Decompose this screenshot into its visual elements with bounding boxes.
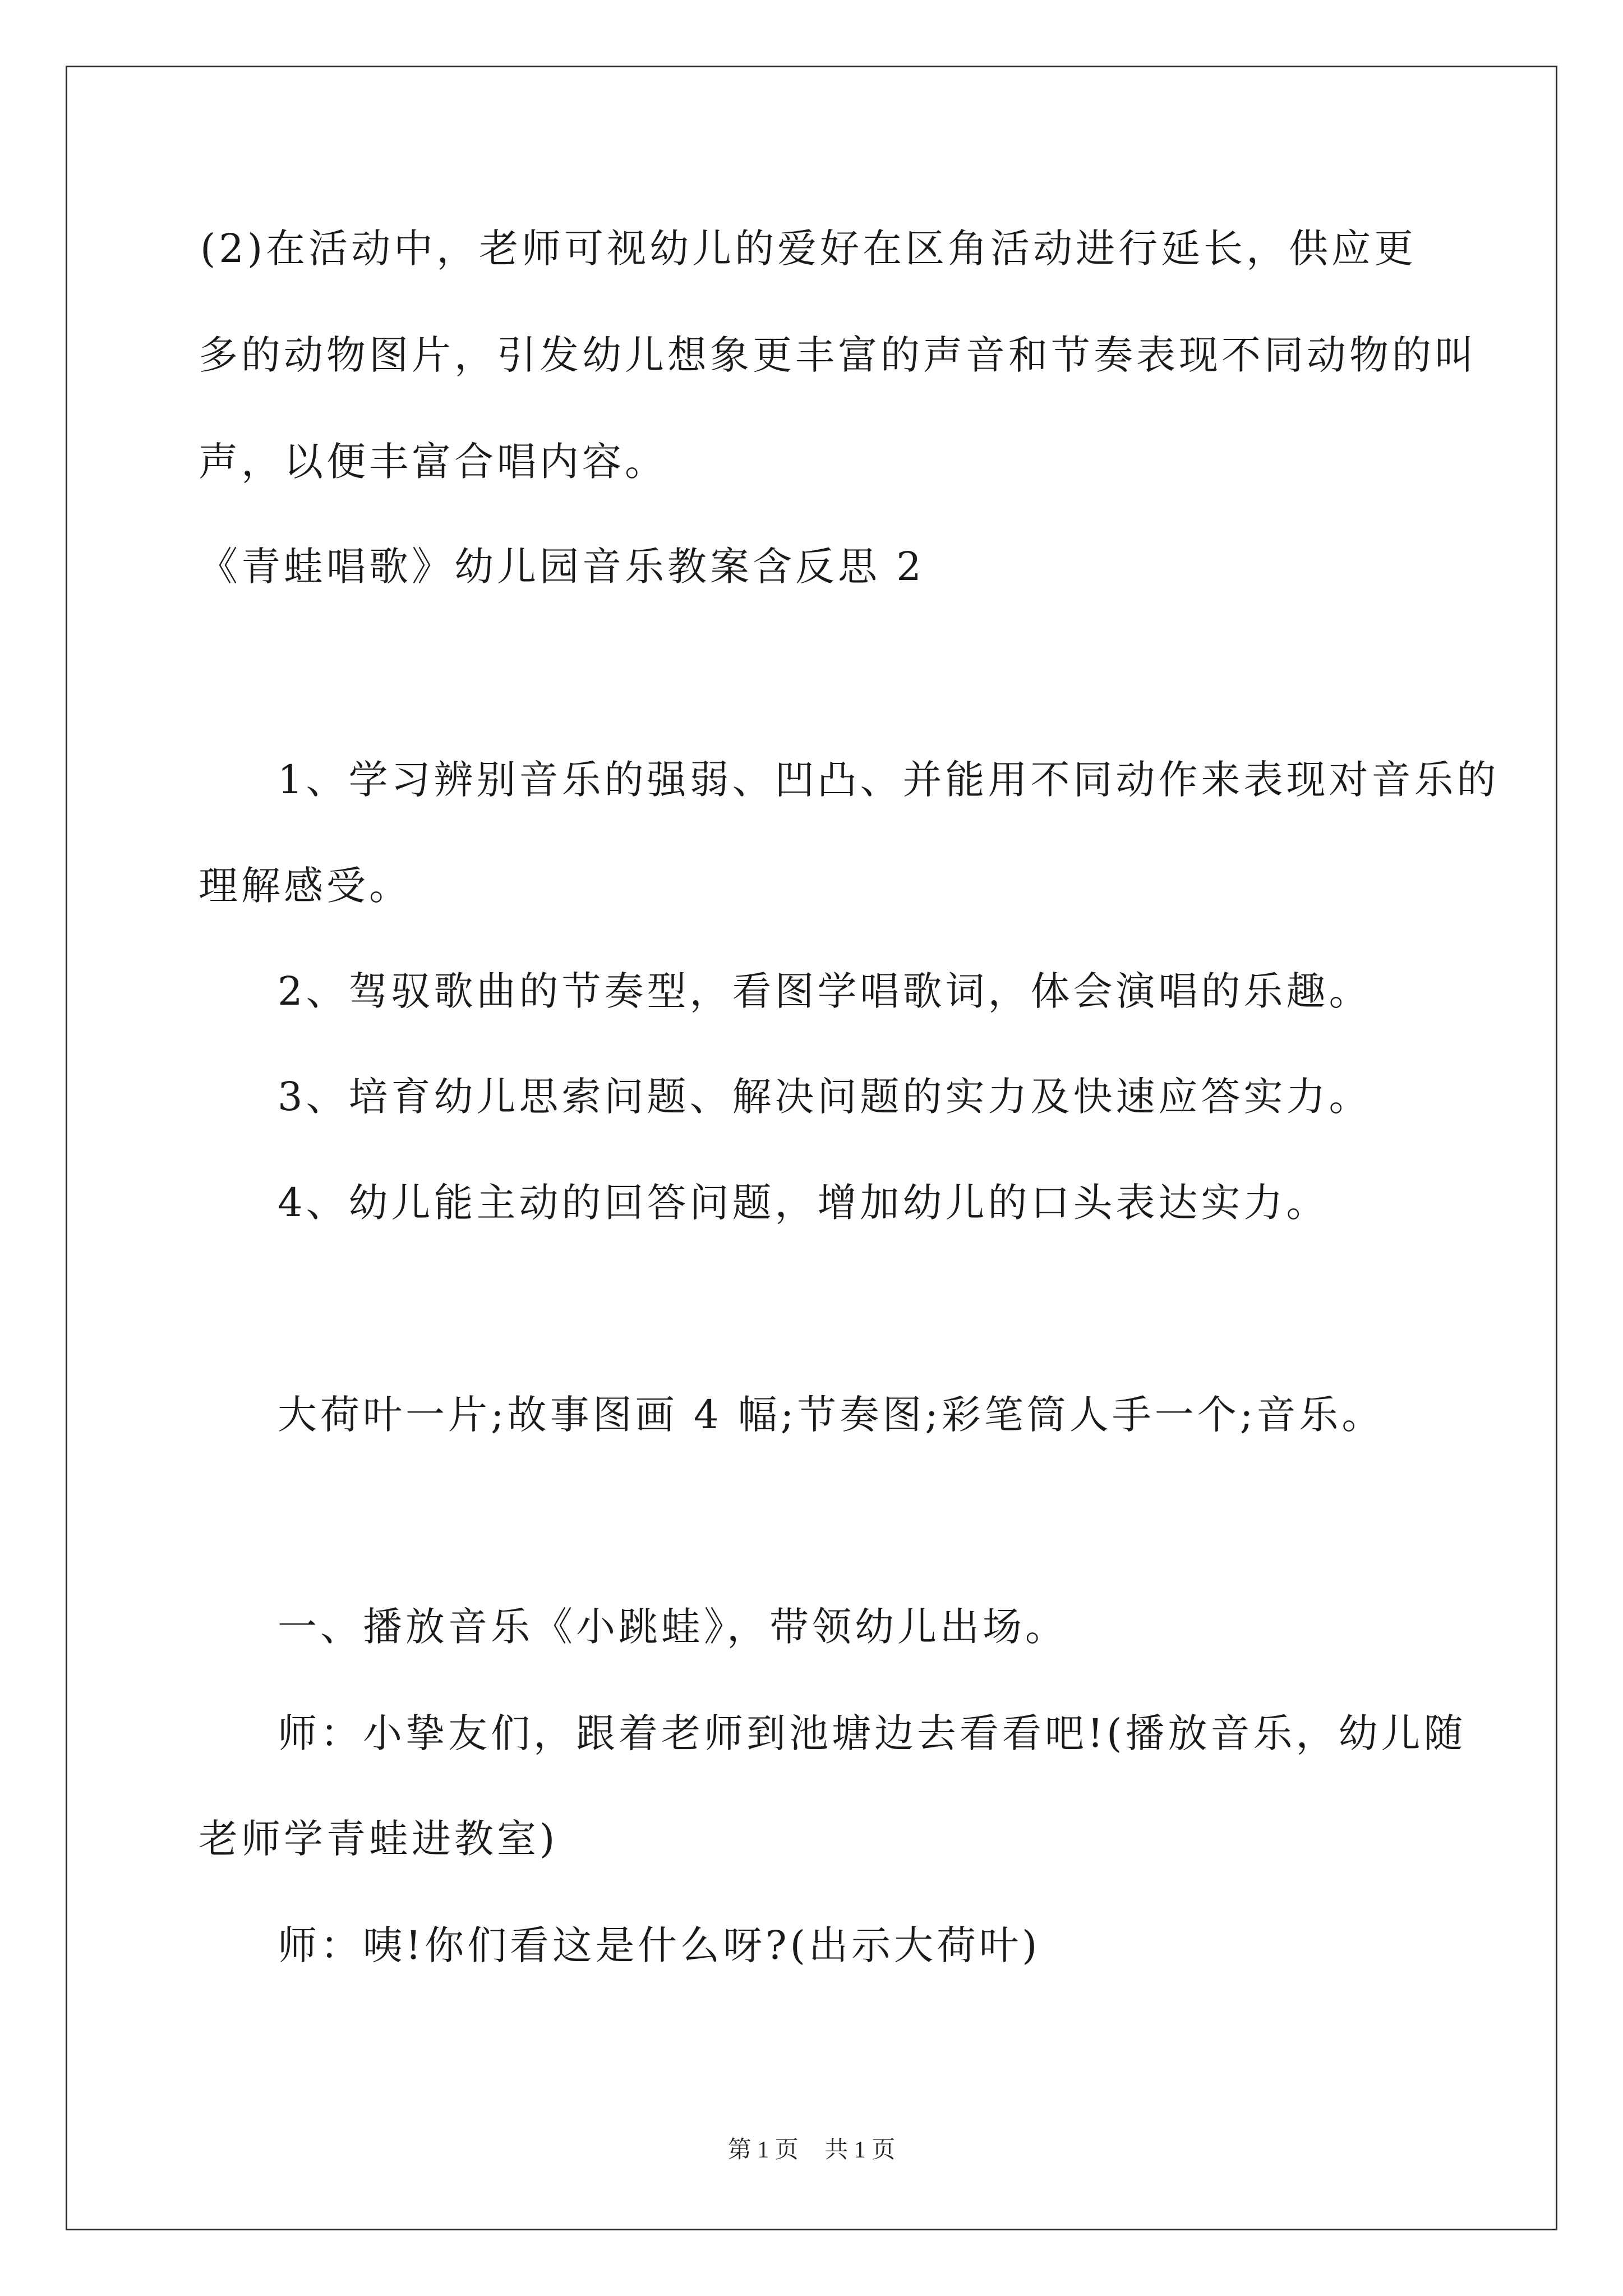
paragraph-line: 4、幼儿能主动的回答问题，增加幼儿的口头表达实力。 [278,1180,1329,1226]
paragraph-line: (2)在活动中，老师可视幼儿的爱好在区角活动进行延长，供应更 [200,226,1417,272]
section-heading: 《青蛙唱歌》幼儿园音乐教案含反思 2 [199,544,925,590]
page-total: 共 1 页 [824,2137,896,2163]
page-footer [0,2133,1623,2167]
paragraph-line: 大荷叶一片;故事图画 4 幅;节奏图;彩笔筒人手一个;音乐。 [278,1392,1385,1438]
paragraph-line: 师：小挚友们，跟着老师到池塘边去看看吧!(播放音乐，幼儿随 [278,1710,1467,1756]
paragraph-line: 声，以便丰富合唱内容。 [199,439,667,485]
page-number: 第 1 页 [727,2137,799,2163]
paragraph-line: 2、驾驭歌曲的节奏型，看图学唱歌词，体会演唱的乐趣。 [278,968,1372,1014]
page-border [66,66,1557,2230]
paragraph-line: 1、学习辨别音乐的强弱、凹凸、并能用不同动作来表现对音乐的 [278,757,1500,803]
paragraph-line: 一、播放音乐《小跳蛙》，带领幼儿出场。 [278,1604,1068,1650]
paragraph-line: 3、培育幼儿思索问题、解决问题的实力及快速应答实力。 [278,1074,1372,1120]
paragraph-line: 师：咦!你们看这是什么呀?(出示大荷叶) [278,1922,1041,1968]
paragraph-line: 老师学青蛙进教室) [199,1816,559,1862]
paragraph-line: 理解感受。 [199,863,412,909]
paragraph-line: 多的动物图片，引发幼儿想象更丰富的声音和节奏表现不同动物的叫 [199,332,1477,378]
